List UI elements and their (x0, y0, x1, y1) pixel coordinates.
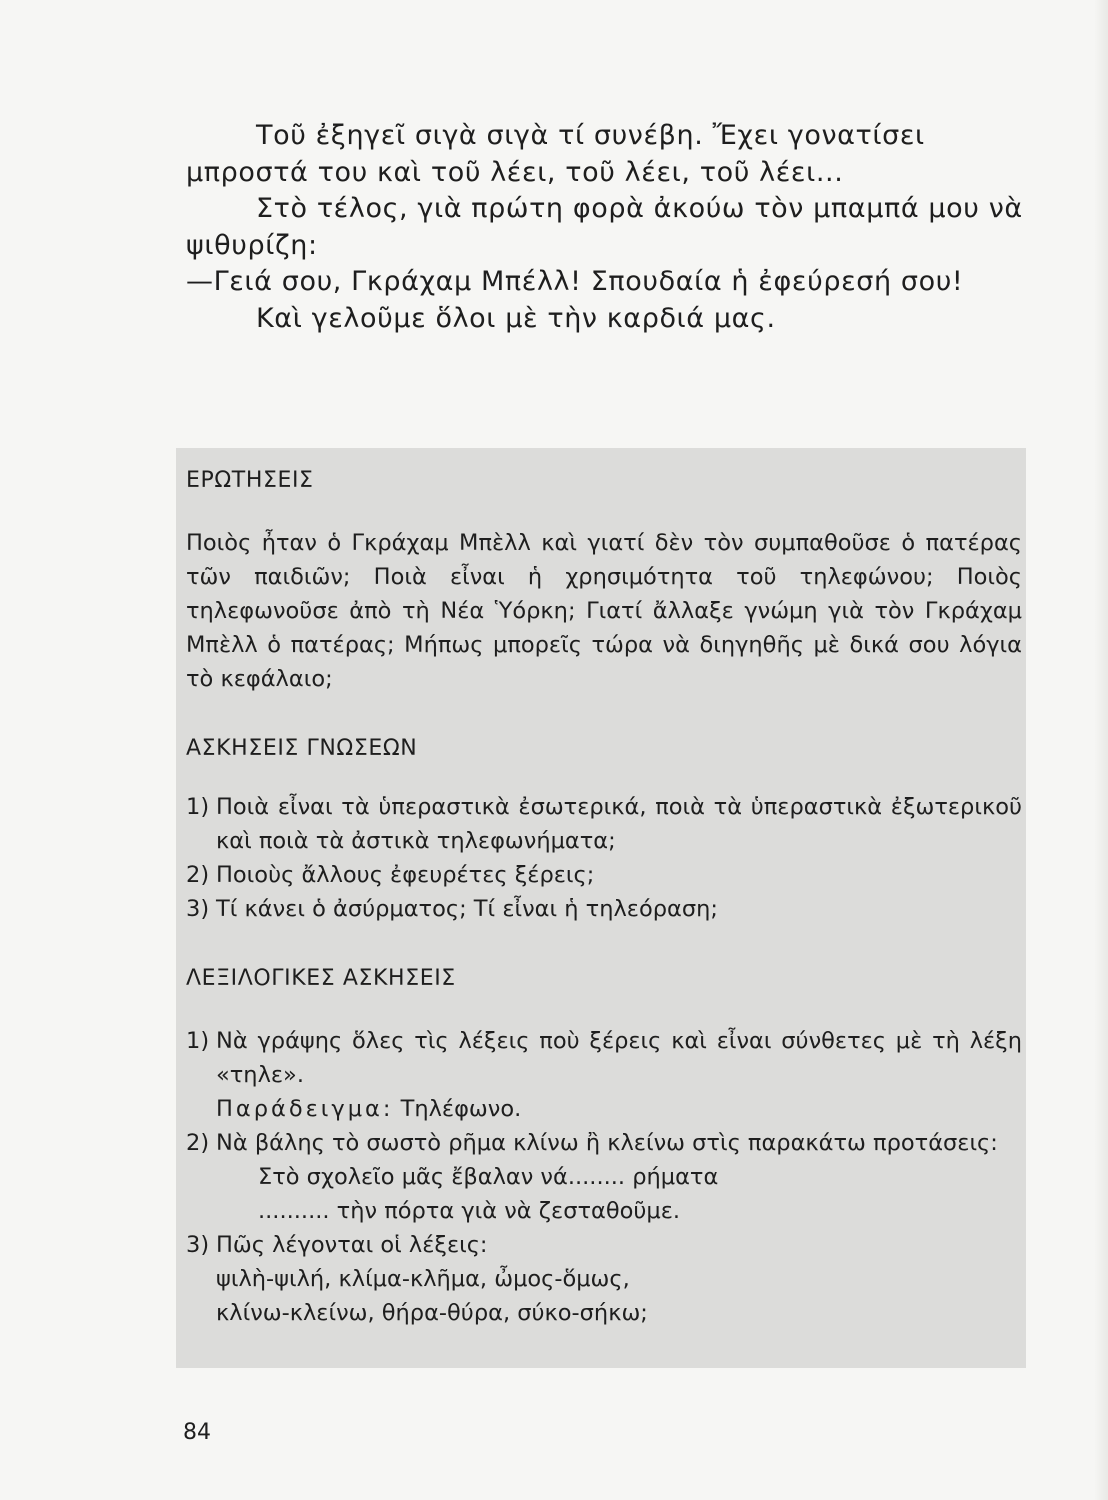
example-value: Τηλέφωνο. (400, 1096, 522, 1122)
vocab-item-3 (186, 1228, 1022, 1262)
vocab-list (186, 1024, 1022, 1330)
item-text: Νὰ βάλης τὸ σωστὸ ρῆμα κλίνω ἢ κλείνω στὶς παρακάτω προτάσεις: (216, 1130, 998, 1156)
questions-title: ΕΡΩΤΗΣΕΙΣ (186, 468, 314, 493)
item-number: 2) (186, 1130, 210, 1156)
item-number: 2) (186, 862, 210, 888)
knowledge-item-3 (186, 892, 1022, 926)
sentence-2: .......... τὴν πόρτα γιὰ νὰ ζεσταθοῦμε. (258, 1198, 681, 1224)
item-text: Νὰ γράψης ὅλες τὶς λέξεις ποὺ ξέρεις καὶ εἶναι σύνθετες μὲ τὴ λέξη «τηλε». (216, 1028, 1022, 1088)
knowledge-item-1 (186, 790, 1022, 858)
example-label: Παράδειγμα: (216, 1096, 394, 1122)
page-number: 84 (183, 1420, 211, 1445)
story-paragraph-2: Στὸ τέλος, γιὰ πρώτη φορὰ ἀκούω τὸν μπαμπά μου νὰ ψιθυρίζη: (186, 193, 1023, 261)
exercise-box (176, 448, 1026, 1368)
knowledge-title: ΑΣΚΗΣΕΙΣ ΓΝΩΣΕΩΝ (186, 736, 418, 761)
knowledge-item-2 (186, 858, 1022, 892)
item-text: Ποιὰ εἶναι τὰ ὑπεραστικὰ ἐσωτερικά, ποιὰ τὰ ὑπεραστικὰ ἐξωτερικοῦ καὶ ποιὰ τὰ ἀστικὰ τηλεφωνήματα; (216, 794, 1022, 854)
item-number: 1) (186, 1028, 210, 1054)
story-text (186, 118, 1026, 337)
item-number: 3) (186, 1232, 210, 1258)
word-pairs-1: ψιλὴ-ψιλή, κλίμα-κλῆμα, ὦμος-ὅμως, (216, 1266, 630, 1292)
story-paragraph-4: Καὶ γελοῦμε ὅλοι μὲ τὴν καρδιά μας. (256, 302, 776, 334)
questions-text: Ποιὸς ἦταν ὁ Γκράχαμ Μπὲλλ καὶ γιατί δὲν τὸν συμπαθοῦσε ὁ πατέρας τῶν παιδιῶν; Ποιὰ εἶναι ἡ χρησιμότητα τοῦ τηλεφώνου; Ποιὸς τηλεφωνοῦσε ἀπὸ τὴ Νέα Ὑόρκη; Γιατί ἄλλαξε γνώμη γιὰ τὸν Γκράχαμ Μπὲλλ ὁ πατέρας; Μήπως μπορεῖς τώρα νὰ διηγηθῆς μὲ δικά σου λόγια τὸ κεφάλαιο; (186, 530, 1022, 692)
sentence-1: Στὸ σχολεῖο μᾶς ἔβαλαν νά........ ρήματα (258, 1164, 719, 1190)
item-number: 3) (186, 896, 210, 922)
questions-block (186, 526, 1022, 696)
knowledge-list (186, 790, 1022, 926)
vocab-item-1 (186, 1024, 1022, 1092)
word-pairs-2: κλίνω-κλείνω, θήρα-θύρα, σύκο-σήκω; (216, 1300, 648, 1326)
item-text: Ποιοὺς ἄλλους ἐφευρέτες ξέρεις; (216, 862, 595, 888)
story-paragraph-1: Τοῦ ἐξηγεῖ σιγὰ σιγὰ τί συνέβη. Ἔχει γονατίσει μπροστά του καὶ τοῦ λέει, τοῦ λέει, τοῦ λέει... (186, 120, 925, 188)
example-line (186, 1092, 1022, 1126)
story-paragraph-3: —Γειά σου, Γκράχαμ Μπέλλ! Σπουδαία ἡ ἐφεύρεσή σου! (186, 266, 964, 297)
vocab-title: ΛΕΞΙΛΟΓΙΚΕΣ ΑΣΚΗΣΕΙΣ (186, 966, 456, 991)
vocab-item-2 (186, 1126, 1022, 1160)
item-text: Πῶς λέγονται οἱ λέξεις: (216, 1232, 488, 1258)
item-text: Τί κάνει ὁ ἀσύρματος; Τί εἶναι ἡ τηλεόραση; (216, 896, 718, 922)
item-number: 1) (186, 794, 210, 820)
page-edge (1094, 0, 1108, 1500)
